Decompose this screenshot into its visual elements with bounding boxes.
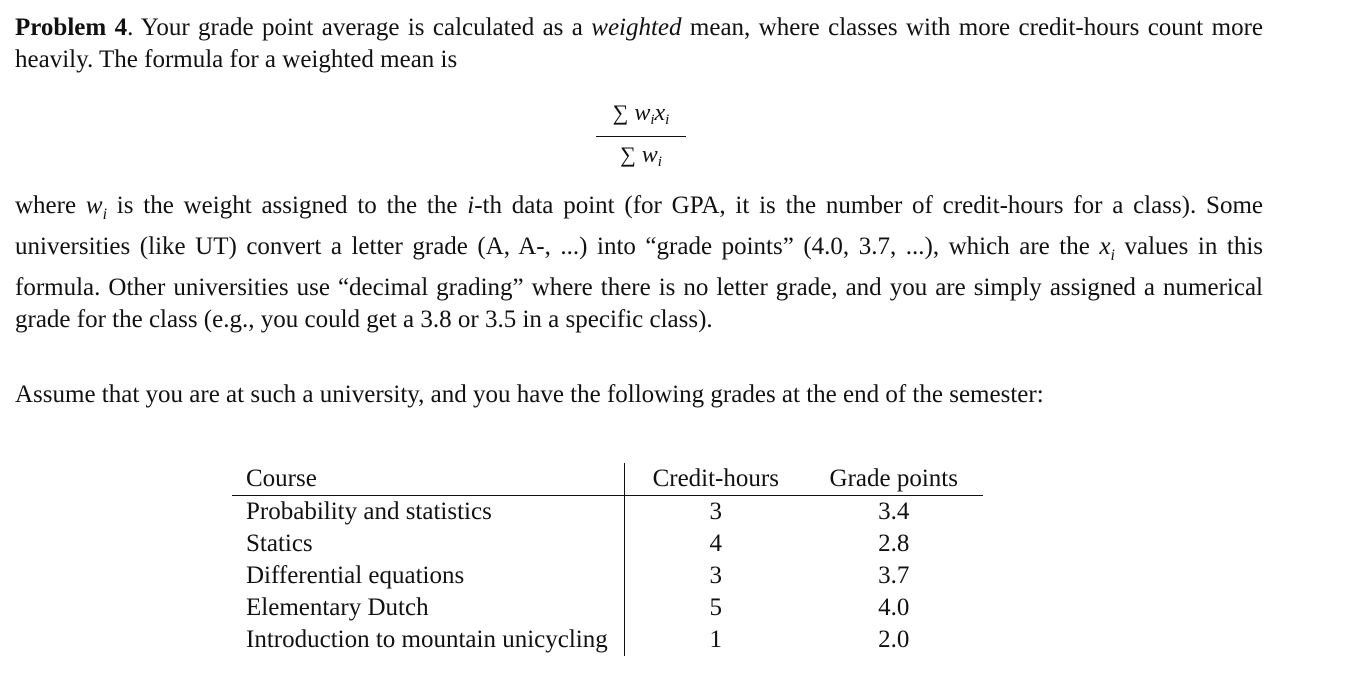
- intro-emphasis: weighted: [591, 14, 682, 41]
- problem-statement: [15, 12, 1263, 76]
- course-name: Statics: [232, 528, 624, 560]
- formula-x-subscript: i: [665, 112, 670, 128]
- intro-text: . Your grade point average is calculated as a: [127, 14, 592, 41]
- intro-rest: mean, where classes with more credit-hours count more heavily. The formula for a weighted mean is: [15, 14, 1263, 73]
- formula-w: w: [641, 142, 658, 168]
- formula-w: w: [634, 100, 651, 126]
- table-row: [232, 496, 983, 529]
- header-course: Course: [232, 463, 624, 496]
- grade-points: 4.0: [878, 594, 910, 621]
- credit-hours: 1: [709, 626, 722, 653]
- sigma-symbol: ∑: [620, 142, 636, 167]
- grade-points: 2.8: [878, 530, 910, 557]
- text-segment: is the weight assigned to the the: [107, 192, 468, 219]
- math-x: x: [1099, 233, 1111, 260]
- table-row: [232, 592, 983, 624]
- credit-hours: 4: [709, 530, 722, 557]
- table-row: [232, 624, 983, 656]
- problem-label: Problem 4: [15, 14, 128, 41]
- course-name: Elementary Dutch: [232, 592, 624, 624]
- explanation-paragraph: [15, 190, 1263, 336]
- credit-hours: 5: [709, 594, 722, 621]
- text-segment: values in this formula. Other universities use “decimal grading” where there is no letter grade, and you are simply assigned a numerical grade for the class (e.g., you could get a 3.8 or 3.5 in a specific class).: [15, 233, 1264, 333]
- table-row: [232, 560, 983, 592]
- table-row: [232, 528, 983, 560]
- math-i: i: [467, 192, 475, 219]
- header-credit-hours: Credit-hours: [624, 463, 805, 496]
- grade-points: 2.0: [878, 626, 910, 653]
- grades-table: [232, 463, 983, 656]
- sigma-symbol: ∑: [612, 100, 629, 125]
- grade-points: 3.4: [878, 498, 910, 525]
- formula-numerator: [596, 99, 686, 134]
- course-name: Probability and statistics: [232, 496, 624, 529]
- formula-denominator: [596, 141, 686, 176]
- grade-points: 3.7: [878, 562, 910, 589]
- credit-hours: 3: [709, 562, 722, 589]
- text-segment: -th data point (for GPA, it is the number of credit-hours for a class). Some universities (like UT) convert a letter grade (A, A-, ...) into “grade points” (4.0, 3.7, ...), which are the: [15, 192, 1263, 260]
- formula-w-subscript: i: [650, 112, 655, 128]
- formula-x: x: [654, 100, 666, 126]
- table-header-row: [232, 463, 983, 496]
- formula-w-subscript: i: [657, 154, 662, 170]
- math-w: w: [85, 192, 103, 219]
- header-grade-points: Grade points: [805, 463, 983, 496]
- text-segment: where: [15, 192, 86, 219]
- credit-hours: 3: [709, 498, 722, 525]
- weighted-mean-formula: [596, 99, 686, 176]
- course-name: Differential equations: [232, 560, 624, 592]
- math-subscript: i: [1110, 247, 1115, 264]
- course-name: Introduction to mountain unicycling: [232, 624, 624, 656]
- fraction-bar: [596, 136, 686, 137]
- assumption-paragraph: Assume that you are at such a university, and you have the following grades at the end of the semester:: [15, 381, 1044, 408]
- math-subscript: i: [102, 206, 108, 223]
